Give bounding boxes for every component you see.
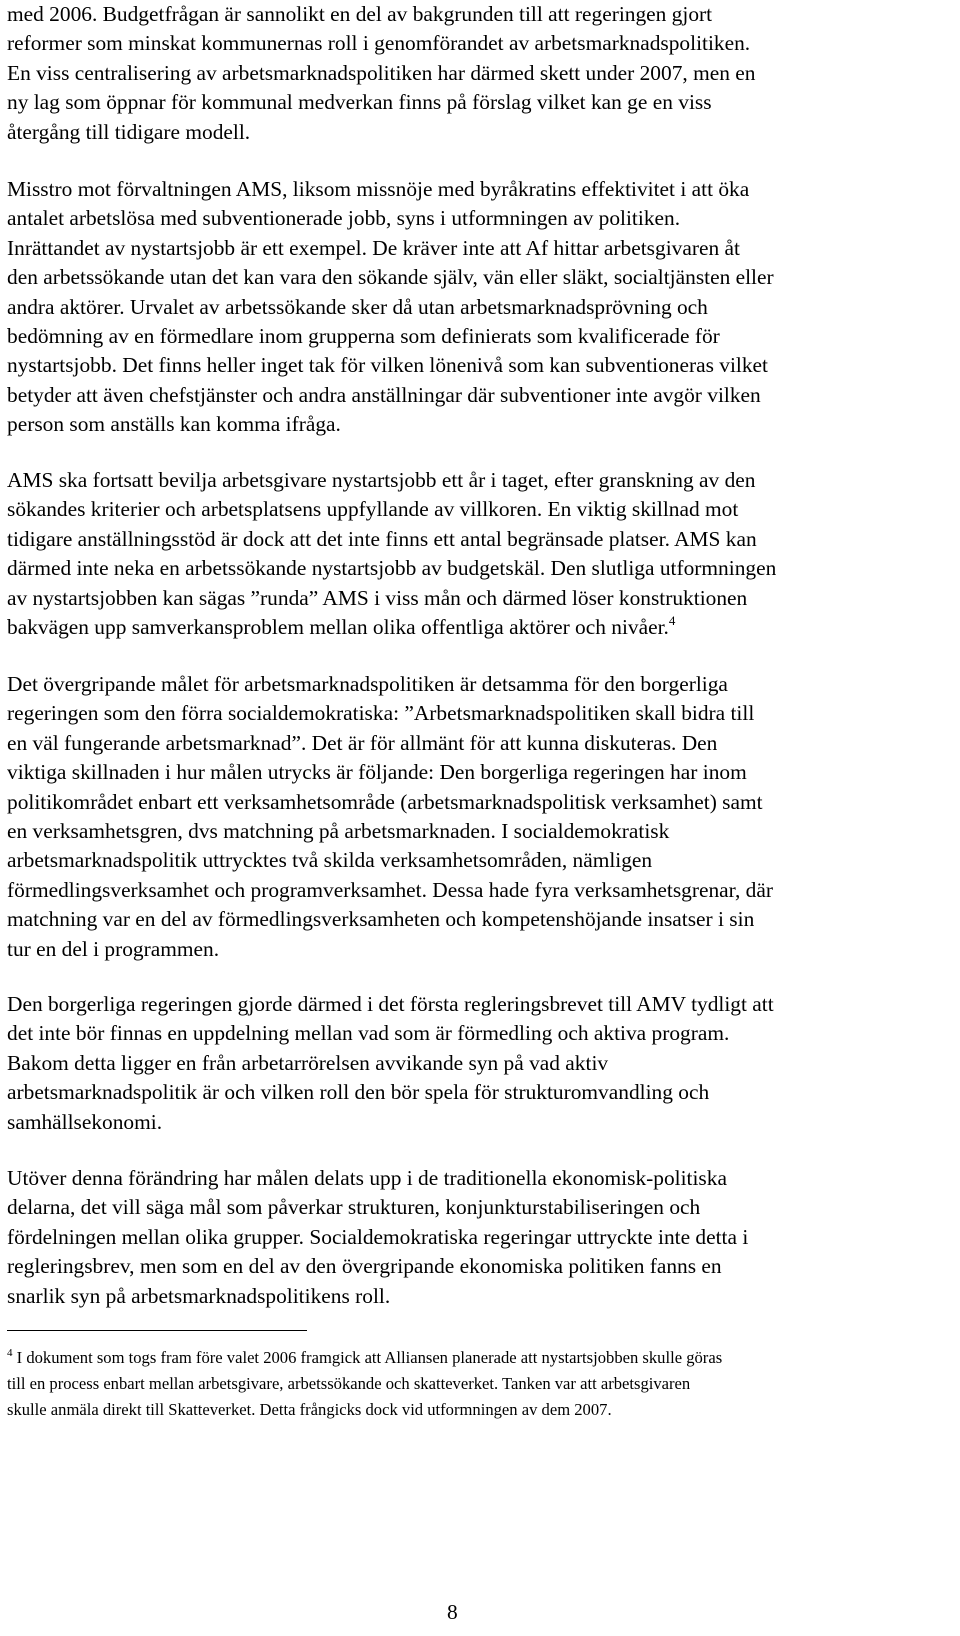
text-line: AMS ska fortsatt bevilja arbetsgivare nystartsjobb ett år i taget, efter granskning av den: [7, 468, 756, 492]
footnote: [7, 1345, 952, 1422]
footnote-reference[interactable]: 4: [668, 612, 676, 628]
text-line: politikområdet enbart ett verksamhetsområde (arbetsmarknadspolitisk verksamhet) samt: [7, 789, 763, 814]
text-line: viktiga skillnaden i hur målen utrycks är följande: Den borgerliga regeringen har inom: [7, 760, 747, 785]
text-line: bedömning av en förmedlare inom grupperna som definierats som kvalificerade för: [7, 323, 720, 348]
text-segment: bakvägen upp samverkansproblem mellan olika offentliga aktörer och nivåer.: [7, 614, 669, 639]
text-line: med 2006. Budgetfrågan är sannolikt en del av bakgrunden till att regeringen gjort: [7, 2, 713, 26]
text-line: Bakom detta ligger en från arbetarrörelsen avvikande syn på vad aktiv: [7, 1050, 609, 1075]
text-line: tur en del i programmen.: [7, 936, 220, 961]
text-line: fördelningen mellan olika grupper. Socialdemokratiska regeringar uttryckte inte detta i: [7, 1224, 749, 1249]
text-line: arbetsmarknadspolitik uttrycktes två skilda verksamhetsområden, nämligen: [7, 848, 653, 873]
text-line-with-footnote: [7, 613, 947, 642]
text-line: därmed inte neka en arbetssökande nystartsjobb av budgetskäl. Den slutliga utformningen: [7, 556, 777, 581]
text-line: Utöver denna förändring har målen delats upp i de traditionella ekonomisk-politiska: [7, 1166, 727, 1190]
text-line: en väl fungerande arbetsmarknad”. Det är för allmänt för att kunna diskuteras. Den: [7, 730, 718, 755]
text-line: regleringsbrev, men som en del av den övergripande ekonomiska politiken fanns en: [7, 1254, 722, 1279]
text-line: delarna, det vill säga mål som påverkar strukturen, konjunkturstabiliseringen och: [7, 1195, 701, 1220]
paragraph-3: [7, 466, 947, 642]
footnote-number: 4: [7, 1347, 13, 1359]
text-line: person som anställs kan komma ifråga.: [7, 412, 341, 437]
text-segment: I dokument som togs fram före valet 2006 framgick att Alliansen planerade att nystartsjobben skulle göras: [12, 1348, 723, 1367]
text-line: återgång till tidigare modell.: [7, 119, 251, 144]
footnote-divider: [7, 1330, 307, 1331]
text-line: Det övergripande målet för arbetsmarknadspolitiken är detsamma för den borgerliga: [7, 672, 728, 696]
text-line: sökandes kriterier och arbetsplatsens uppfyllande av villkoren. En viktig skillnad mot: [7, 497, 739, 522]
text-line: förmedlingsverksamhet och programverksamhet. Dessa hade fyra verksamhetsgrenar, där: [7, 877, 773, 902]
footnote-line: skulle anmäla direkt till Skatteverket. Detta frångicks dock vid utformningen av dem 2007.: [7, 1399, 612, 1419]
text-line: En viss centralisering av arbetsmarknadspolitiken har därmed skett under 2007, men en: [7, 60, 756, 85]
page-number: 8: [447, 1600, 458, 1624]
text-line: ny lag som öppnar för kommunal medverkan finns på förslag vilket kan ge en viss: [7, 90, 712, 115]
paragraph-4: [7, 670, 947, 964]
text-line: Inrättandet av nystartsjobb är ett exempel. De kräver inte att Af hittar arbetsgivaren åt: [7, 235, 740, 260]
text-line: den arbetssökande utan det kan vara den sökande själv, vän eller släkt, socialtjänsten eller: [7, 265, 774, 290]
paragraph-1: [7, 0, 947, 147]
text-line: det inte bör finnas en uppdelning mellan vad som är förmedling och aktiva program.: [7, 1021, 730, 1046]
text-line: regeringen som den förra socialdemokratiska: ”Arbetsmarknadspolitiken skall bidra till: [7, 701, 755, 726]
text-line: betyder att även chefstjänster och andra anställningar där subventioner inte avgör vilken: [7, 382, 761, 407]
text-line: reformer som minskat kommunernas roll i genomförandet av arbetsmarknadspolitiken.: [7, 31, 751, 56]
paragraph-5: [7, 990, 947, 1137]
text-line: en verksamhetsgren, dvs matchning på arbetsmarknaden. I socialdemokratisk: [7, 818, 670, 843]
text-line: av nystartsjobben kan sägas ”runda” AMS i viss mån och därmed löser konstruktionen: [7, 585, 748, 610]
text-line: andra aktörer. Urvalet av arbetssökande sker då utan arbetsmarknadsprövning och: [7, 294, 708, 319]
paragraph-2: [7, 175, 947, 440]
text-line: matchning var en del av förmedlingsverksamheten och kompetenshöjande insatser i sin: [7, 907, 755, 932]
text-line: antalet arbetslösa med subventionerade jobb, syns i utformningen av politiken.: [7, 206, 681, 231]
paragraph-6: [7, 1164, 947, 1311]
text-line: tidigare anställningsstöd är dock att det inte finns ett antal begränsade platser. AMS kan: [7, 526, 757, 551]
text-line: snarlik syn på arbetsmarknadspolitikens roll.: [7, 1283, 391, 1308]
footnote-line: [7, 1345, 952, 1371]
text-line: Den borgerliga regeringen gjorde därmed i det första regleringsbrevet till AMV tydligt att: [7, 992, 774, 1016]
text-line: samhällsekonomi.: [7, 1109, 163, 1134]
text-line: nystartsjobb. Det finns heller inget tak för vilken lönenivå som kan subventioneras vilket: [7, 353, 768, 378]
text-line: arbetsmarknadspolitik är och vilken roll den bör spela för strukturomvandling och: [7, 1080, 710, 1105]
footnote-line: till en process enbart mellan arbetsgivare, arbetssökande och skatteverket. Tanken var att arbetsgivaren: [7, 1373, 691, 1393]
text-line: Misstro mot förvaltningen AMS, liksom missnöje med byråkratins effektivitet i att öka: [7, 177, 750, 201]
